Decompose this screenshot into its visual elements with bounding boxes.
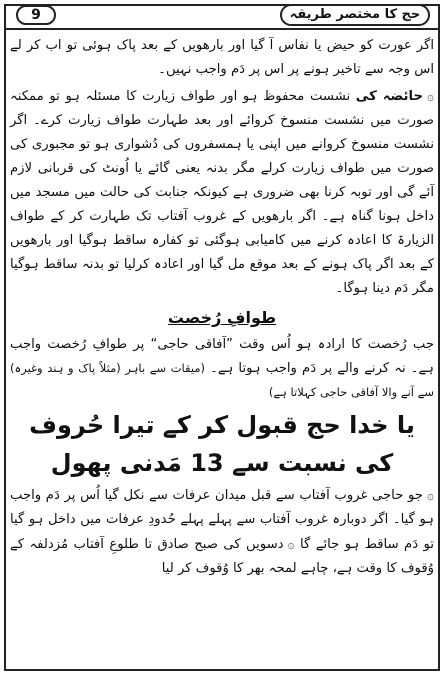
paragraph-3	[10, 333, 434, 405]
section-heading: طوافِ رُخصت	[167, 308, 277, 327]
flower-bullet-icon: ۞	[426, 89, 434, 103]
slogan-line-1: یا خدا حج قبول کر کے تیرا حُروف	[29, 411, 415, 439]
page-number: 9	[16, 5, 56, 25]
paragraph-4-text-2: دسویں کی صبح صادق تا طلوعِ آفتاب مُزدلفہ کے وُقوف کا وقت ہے، چاہے لمحہ بھر کا وُقوف کر لیا	[10, 537, 434, 576]
paragraph-4-text: جو حاجی غروب آفتاب سے قبل میدان عرفات سے نکل گیا اُس پر دَم واجب ہو گیا۔ اگر دوبارہ غروب آفتاب سے پہلے پہلے حُدودِ عرفات میں داخل ہو گیا تو دَم ساقط ہو جائے گا	[10, 488, 434, 552]
paragraph-2-lead: حائضہ کی	[355, 89, 423, 104]
slogan-line-2: کی نسبت سے 13 مَدنی پھول	[50, 449, 394, 477]
paragraph-3-note: (میقات سے باہر (مثلاً پاک و ہند وغیرہ) سے آنے والا آفاقی حاجی کہلاتا ہے)	[10, 361, 434, 399]
paragraph-3-text: جب رُخصت کا ارادہ ہو اُس وقت ”آفاقی حاجی“ پر طوافِ رُخصت واجب ہے۔ نہ کرنے والے پر دَم واجب ہوتا ہے۔	[10, 337, 434, 376]
flower-bullet-icon: ۞	[287, 537, 295, 551]
paragraph-2-text: نشست محفوظ ہو اور طواف زیارت کا مسئلہ ہو تو ممکنہ صورت میں نشست منسوخ کروائے اور بعد طہارت طواف زیارت کرے۔ اگر نشست منسوخ کروانے میں اپنی یا ہمسفروں کی دُشواری ہو تو مجبوری کی صورت میں طواف زیارت کرلے مگر بدنہ یعنی گائے یا اُونٹ کی قربانی لازم آئے گی اور توبہ کرنا بھی ضروری ہے کیونکہ جنابت کی حالت میں مسجد میں داخل ہونا گناہ ہے۔ اگر بارھویں کے غروب آفتاب تک طہارت کر کے طواف الزیارۃ کا اعادہ کرنے میں کامیابی ہوگئی تو کفارہ ساقط ہوگیا اور بارھویں کے بعد اگر پاک ہونے کے بعد موقع مل گیا اور اعادہ کرلیا تو بدنہ ساقط ہوگیا مگر دَم دینا ہوگا۔	[10, 89, 434, 296]
paragraph-1: اگر عورت کو حیض یا نفاس آ گیا اور بارھویں کے بعد پاک ہوئی تو اب کر لے اس وجہ سے تاخیر ہونے پر اس پر دَم واجب نہیں۔	[10, 38, 434, 77]
flower-bullet-icon: ۞	[426, 488, 434, 502]
paragraph-4	[10, 483, 434, 581]
page-body	[10, 34, 434, 581]
paragraph-2	[10, 84, 434, 301]
page-header	[4, 4, 440, 30]
running-title: حج کا مختصر طریقہ	[280, 4, 430, 26]
